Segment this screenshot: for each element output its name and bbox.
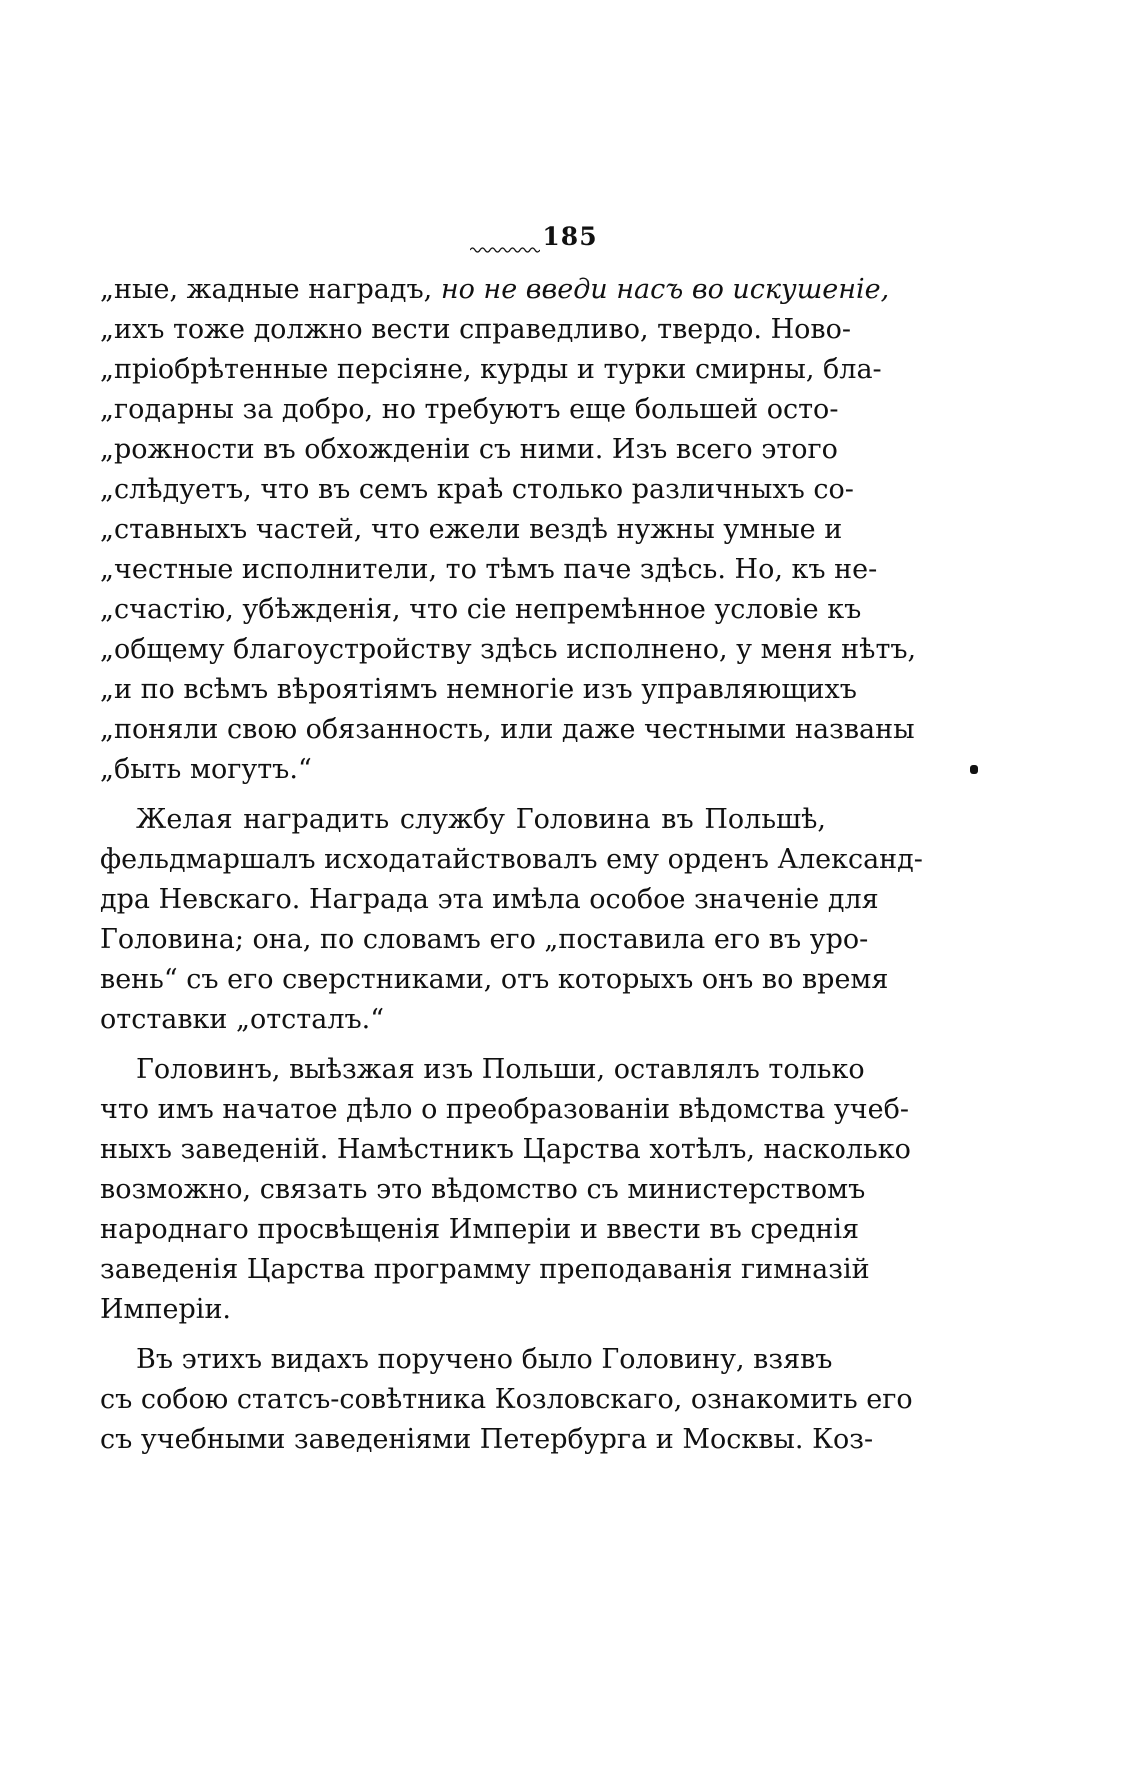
text-line: „и по всѣмъ вѣроятіямъ немногіе изъ управляющихъ [100,674,857,705]
text-line: „ихъ тоже должно вести справедливо, твердо. Ново- [100,314,851,345]
text-line: фельдмаршалъ исходатайствовалъ ему орденъ Александ- [100,844,923,875]
text-line: „ставныхъ частей, что ежели вездѣ нужны умные и [100,514,843,545]
text-line: Желая наградить службу Головина въ Польшѣ, [136,804,826,835]
ink-mark [970,765,978,774]
text-line-segment: „ные, жадные наградъ, [100,274,441,305]
text-line: заведенія Царства программу преподаванія гимназій [100,1254,870,1285]
text-line: Имперіи. [100,1294,232,1325]
italic-phrase: но не введи насъ во искушеніе, [440,274,890,305]
page-number: 185 [542,222,598,251]
text-line: „слѣдуетъ, что въ семъ краѣ столько различныхъ со- [100,474,854,505]
text-line [100,270,890,310]
text-line: „пріобрѣтенные персіяне, курды и турки смирны, бла- [100,354,882,385]
text-line: Въ этихъ видахъ поручено было Головину, взявъ [136,1344,833,1375]
text-line: „общему благоустройству здѣсь исполнено, у меня нѣтъ, [100,634,917,665]
text-line: „рожности въ обхожденіи съ ними. Изъ всего этого [100,434,838,465]
body-text [100,270,923,1460]
text-line: дра Невскаго. Награда эта имѣла особое значеніе для [100,884,879,915]
text-line: возможно, связать это вѣдомство съ министерствомъ [100,1174,866,1205]
text-line: народнаго просвѣщенія Имперіи и ввести въ среднія [100,1214,860,1245]
page-number-ornament [470,246,540,254]
text-line: Головина; она, по словамъ его „поставила его въ уро- [100,924,869,955]
text-line: вень“ съ его сверстниками, отъ которыхъ онъ во время [100,964,889,995]
text-line: „поняли свою обязанность, или даже честными названы [100,714,915,745]
text-line: съ собою статсъ-совѣтника Козловскаго, ознакомить его [100,1384,913,1415]
text-line: „честные исполнители, то тѣмъ паче здѣсь. Но, къ не- [100,554,878,585]
text-line: съ учебными заведеніями Петербурга и Москвы. Коз- [100,1424,874,1455]
text-line: Головинъ, выѣзжая изъ Польши, оставлялъ только [136,1054,865,1085]
text-line: „счастію, убѣжденія, что сіе непремѣнное условіе къ [100,594,862,625]
text-line: „быть могутъ.“ [100,754,312,785]
text-line: ныхъ заведеній. Намѣстникъ Царства хотѣлъ, насколько [100,1134,911,1165]
text-line: что имъ начатое дѣло о преобразованіи вѣдомства учеб- [100,1094,909,1125]
text-line: „годарны за добро, но требуютъ еще большей осто- [100,394,839,425]
text-line: отставки „отсталъ.“ [100,1004,385,1035]
